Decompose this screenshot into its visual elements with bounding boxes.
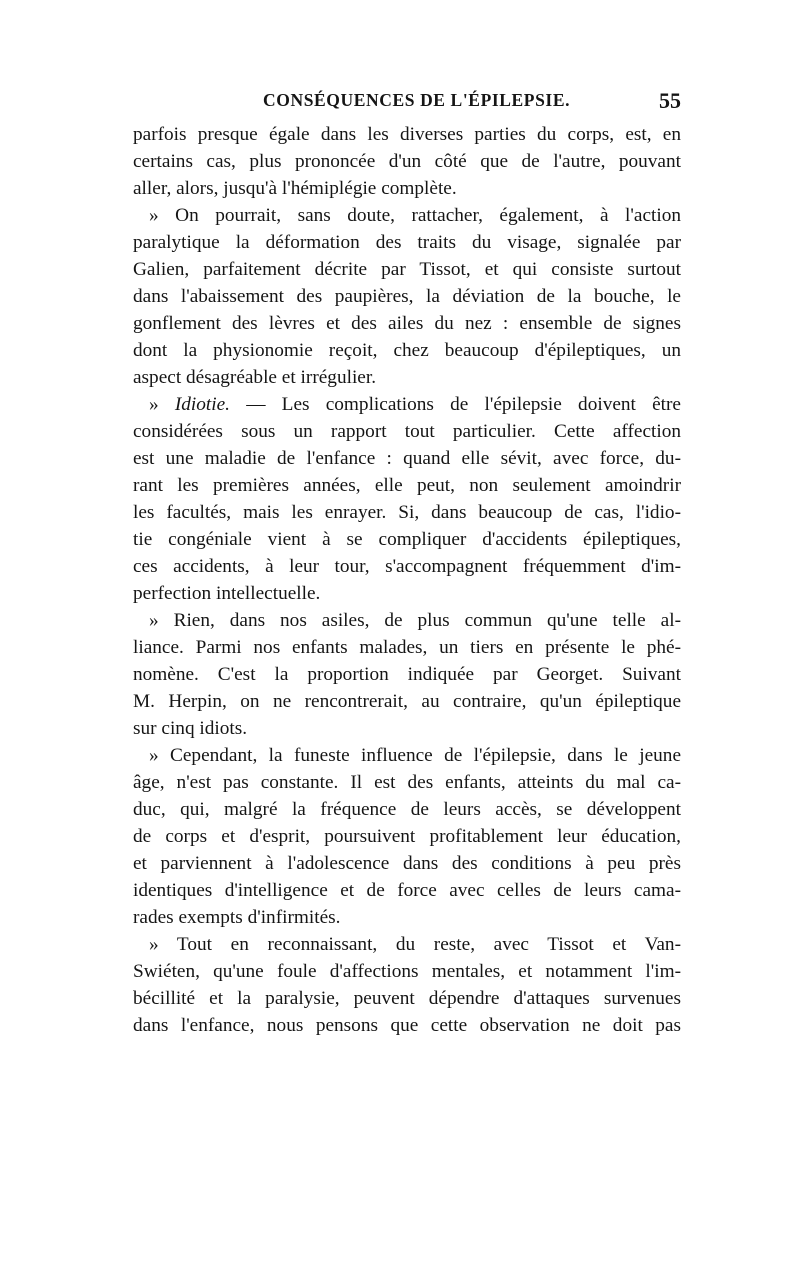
text-line-rest: — Les complications de l'épilepsie doivent être (246, 394, 681, 415)
page-header (133, 90, 681, 118)
text-line: certains cas, plus prononcée d'un côté que de l'autre, pouvant (133, 151, 681, 172)
text-line: » Tout en reconnaissant, du reste, avec Tissot et Van- (149, 934, 681, 955)
text-line: Swiéten, qu'une foule d'affections mentales, et notamment l'im- (133, 961, 681, 982)
text-line: rades exempts d'infirmités. (133, 907, 341, 928)
text-line: parfois presque égale dans les diverses parties du corps, est, en (133, 124, 681, 145)
text-line: sur cinq idiots. (133, 718, 248, 739)
text-line: Galien, parfaitement décrite par Tissot, et qui consiste surtout (133, 259, 681, 280)
text-line (133, 391, 681, 418)
text-line: bécillité et la paralysie, peuvent dépendre d'attaques survenues (133, 988, 681, 1009)
text-line: tie congéniale vient à se compliquer d'accidents épileptiques, (133, 529, 681, 550)
text-line: » Rien, dans nos asiles, de plus commun qu'une telle al- (149, 610, 681, 631)
text-line: et parviennent à l'adolescence dans des conditions à peu près (133, 853, 681, 874)
text-line: paralytique la déformation des traits du visage, signalée par (133, 232, 681, 253)
page-number: 55 (659, 88, 681, 113)
text-line: aller, alors, jusqu'à l'hémiplégie complète. (133, 178, 457, 199)
text-line: considérées sous un rapport tout particulier. Cette affection (133, 421, 681, 442)
running-title: CONSÉQUENCES DE L'ÉPILEPSIE. (263, 90, 571, 110)
section-heading-idiotie: Idiotie. (174, 394, 230, 415)
text-line: gonflement des lèvres et des ailes du nez : ensemble de signes (133, 313, 681, 334)
text-line: ces accidents, à leur tour, s'accompagnent fréquemment d'im- (133, 556, 681, 577)
text-line: de corps et d'esprit, poursuivent profitablement leur éducation, (133, 826, 681, 847)
text-line: nomène. C'est la proportion indiquée par Georget. Suivant (133, 664, 681, 685)
text-line: les facultés, mais les enrayer. Si, dans beaucoup de cas, l'idio- (133, 502, 681, 523)
text-line: âge, n'est pas constante. Il est des enfants, atteints du mal ca- (133, 772, 681, 793)
idiotie-prefix: » (149, 394, 175, 415)
text-line: est une maladie de l'enfance : quand elle sévit, avec force, du- (133, 448, 681, 469)
text-line: M. Herpin, on ne rencontrerait, au contraire, qu'un épileptique (133, 691, 681, 712)
text-line: dont la physionomie reçoit, chez beaucoup d'épileptiques, un (133, 340, 681, 361)
body-text (133, 121, 681, 1039)
text-line: liance. Parmi nos enfants malades, un tiers en présente le phé- (133, 637, 681, 658)
text-line: aspect désagréable et irrégulier. (133, 367, 377, 388)
text-line: identiques d'intelligence et de force avec celles de leurs cama- (133, 880, 681, 901)
text-line: dans l'abaissement des paupières, la déviation de la bouche, le (133, 286, 681, 307)
text-line: perfection intellectuelle. (133, 583, 321, 604)
text-line: » Cependant, la funeste influence de l'épilepsie, dans le jeune (149, 745, 681, 766)
text-line: dans l'enfance, nous pensons que cette observation ne doit pas (133, 1015, 681, 1036)
text-line: duc, qui, malgré la fréquence de leurs accès, se développent (133, 799, 681, 820)
text-line: rant les premières années, elle peut, non seulement amoindrir (133, 475, 681, 496)
text-line: » On pourrait, sans doute, rattacher, également, à l'action (149, 205, 681, 226)
